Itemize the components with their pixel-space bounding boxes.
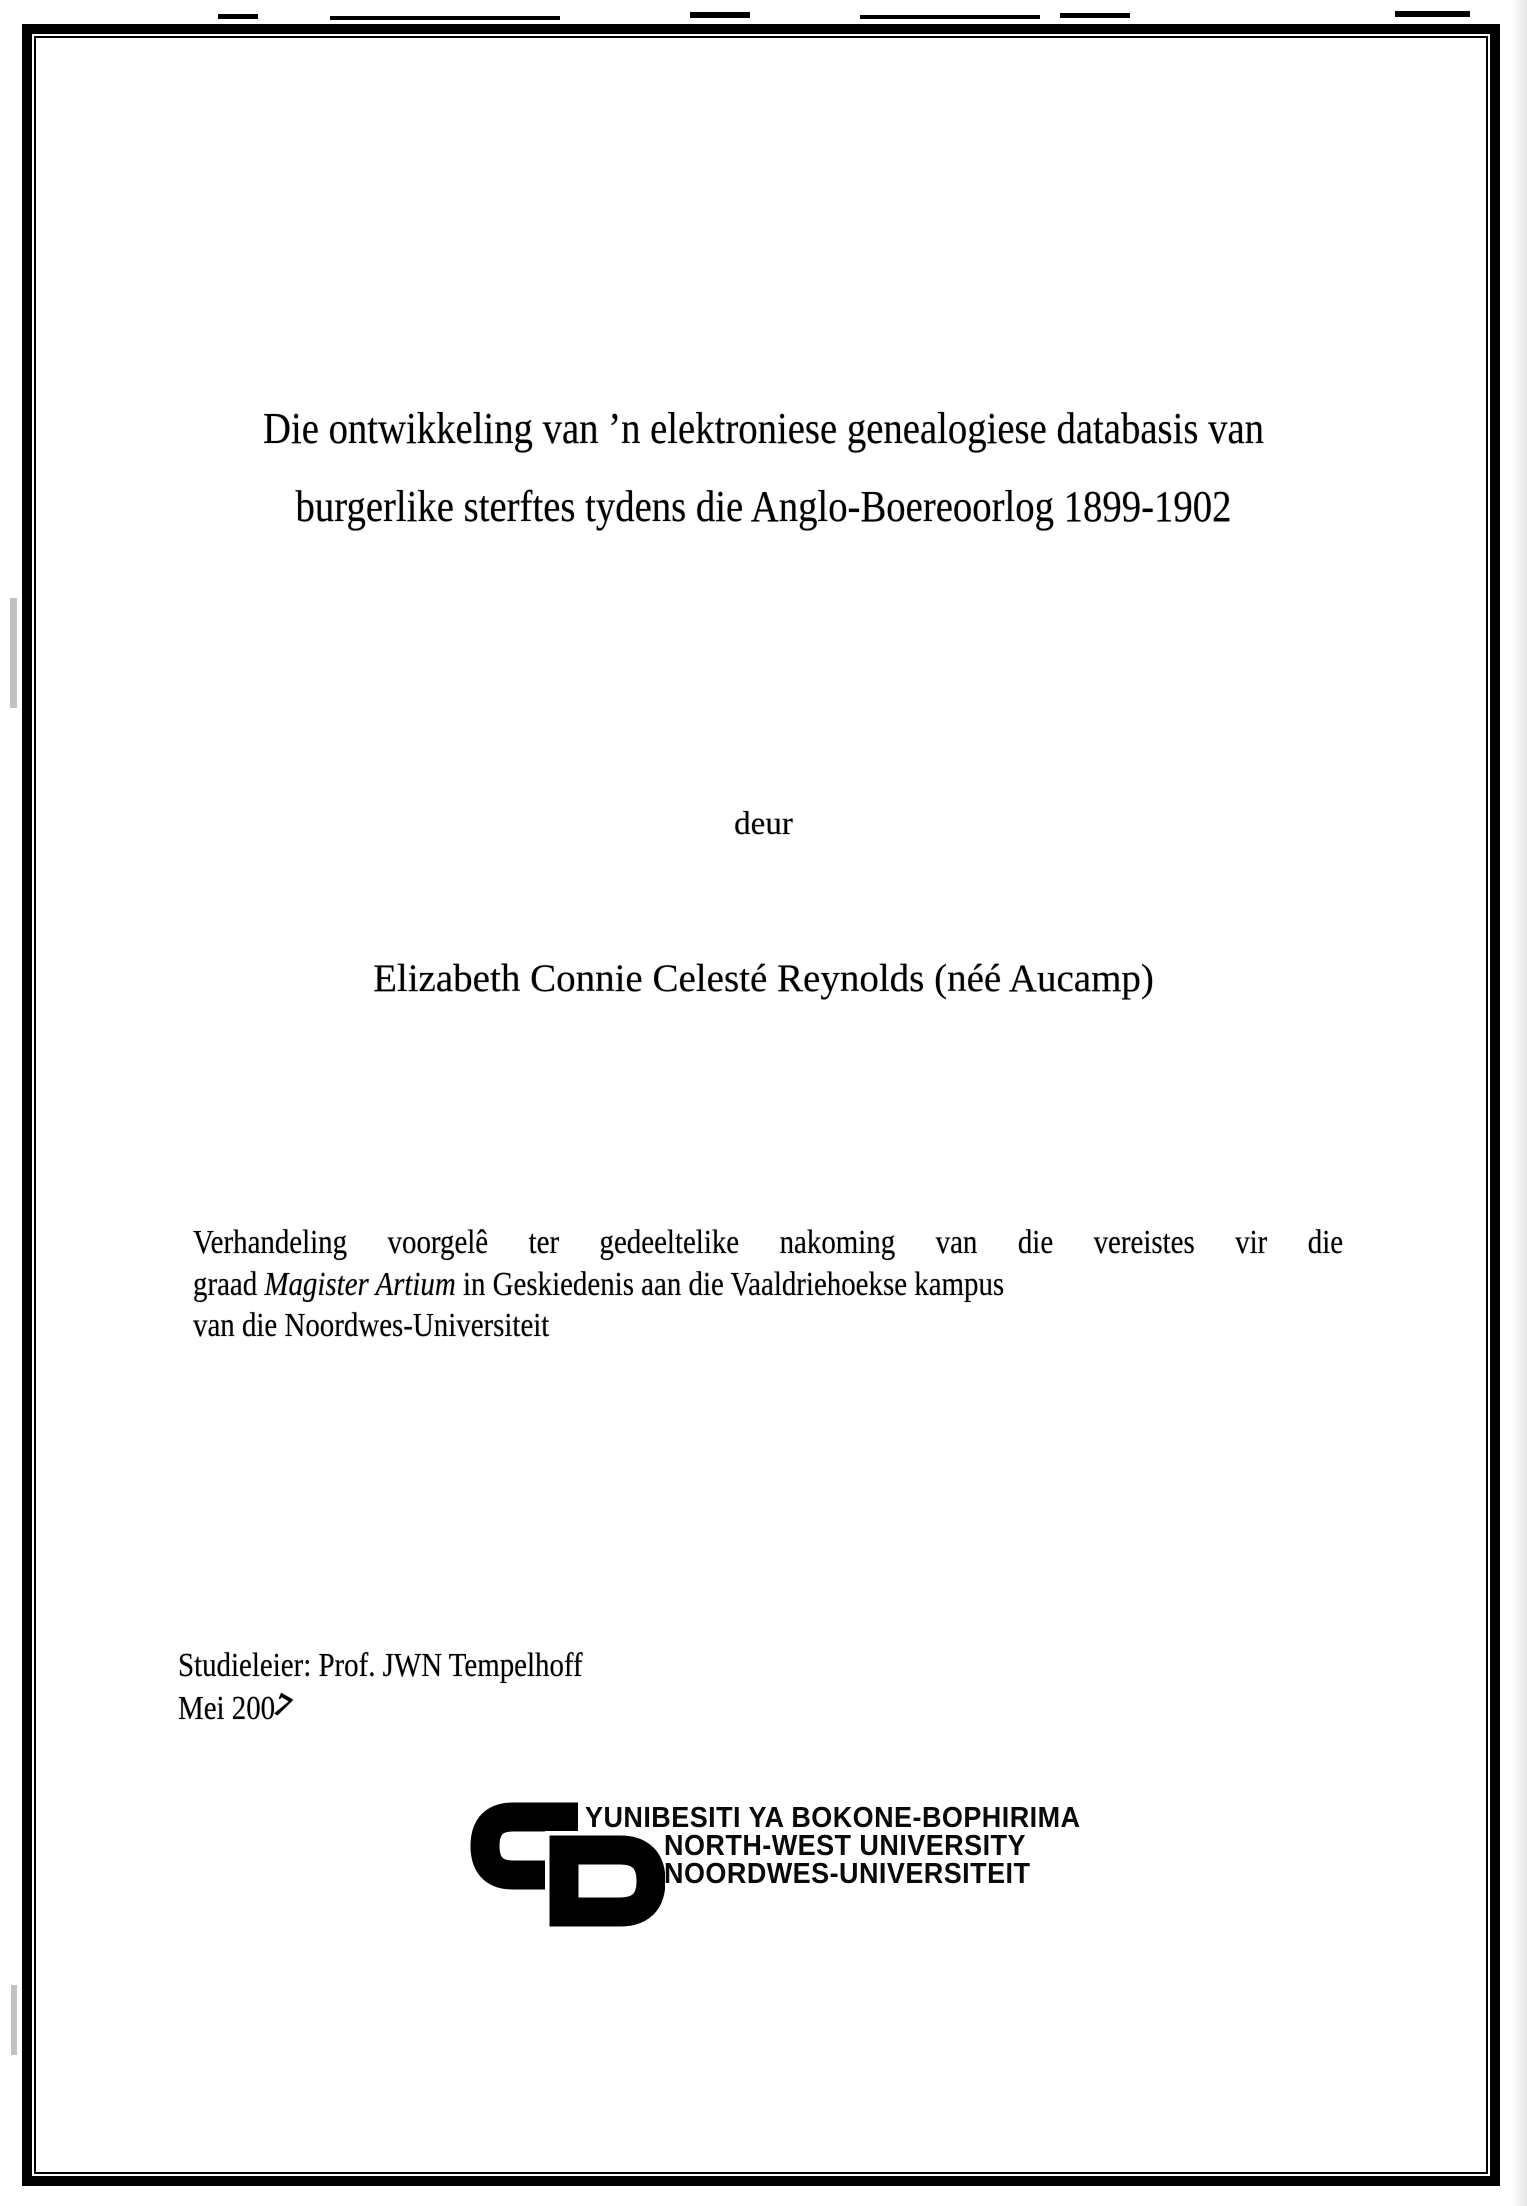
scan-streak	[690, 12, 750, 18]
scan-smudge	[10, 598, 17, 708]
nwu-logo-line-2: NORTH-WEST UNIVERSITY	[664, 1830, 1026, 1862]
author-name: Elizabeth Connie Celesté Reynolds (néé Aucamp)	[373, 957, 1154, 1000]
supervisor-block	[178, 1644, 583, 1730]
scan-streak	[330, 16, 560, 20]
byline-label: deur	[734, 806, 793, 842]
degree-statement	[193, 1222, 1343, 1347]
scan-streak	[1060, 13, 1130, 18]
scan-edge-strip	[1511, 0, 1527, 2206]
scan-streak	[218, 14, 258, 19]
nwu-logo-line-3: NOORDWES-UNIVERSITEIT	[664, 1858, 1031, 1890]
nwu-logo-text	[585, 1804, 1080, 1888]
degree-statement-line-2-pre: graad	[193, 1265, 265, 1303]
date-line	[178, 1687, 583, 1730]
degree-name-italic: Magister Artium	[264, 1265, 456, 1303]
degree-statement-line-1: Verhandeling voorgelê ter gedeeltelike nakoming van die vereistes vir die	[193, 1224, 1344, 1261]
date-prefix: Mei 200	[178, 1690, 276, 1727]
scan-streak	[1395, 11, 1470, 17]
scan-smudge	[11, 1985, 17, 2055]
degree-statement-line-2	[193, 1264, 1343, 1306]
date-final-digit: 7	[268, 1685, 297, 1728]
degree-statement-line-2-post: in Geskiedenis aan die Vaaldriehoekse kampus	[455, 1265, 1005, 1303]
degree-statement-line-3: van die Noordwes-Universiteit	[193, 1307, 550, 1344]
scan-streak	[860, 15, 1040, 19]
thesis-title-line-1: Die ontwikkeling van ’n elektroniese genealogiese databasis van	[262, 404, 1265, 453]
supervisor-line: Studieleier: Prof. JWN Tempelhoff	[178, 1647, 583, 1684]
thesis-title-line-2: burgerlike sterftes tydens die Anglo-Boereoorlog 1899-1902	[295, 482, 1232, 531]
thesis-title	[92, 390, 1436, 546]
nwu-logo-line-1: YUNIBESITI YA BOKONE-BOPHIRIMA	[585, 1802, 1081, 1834]
